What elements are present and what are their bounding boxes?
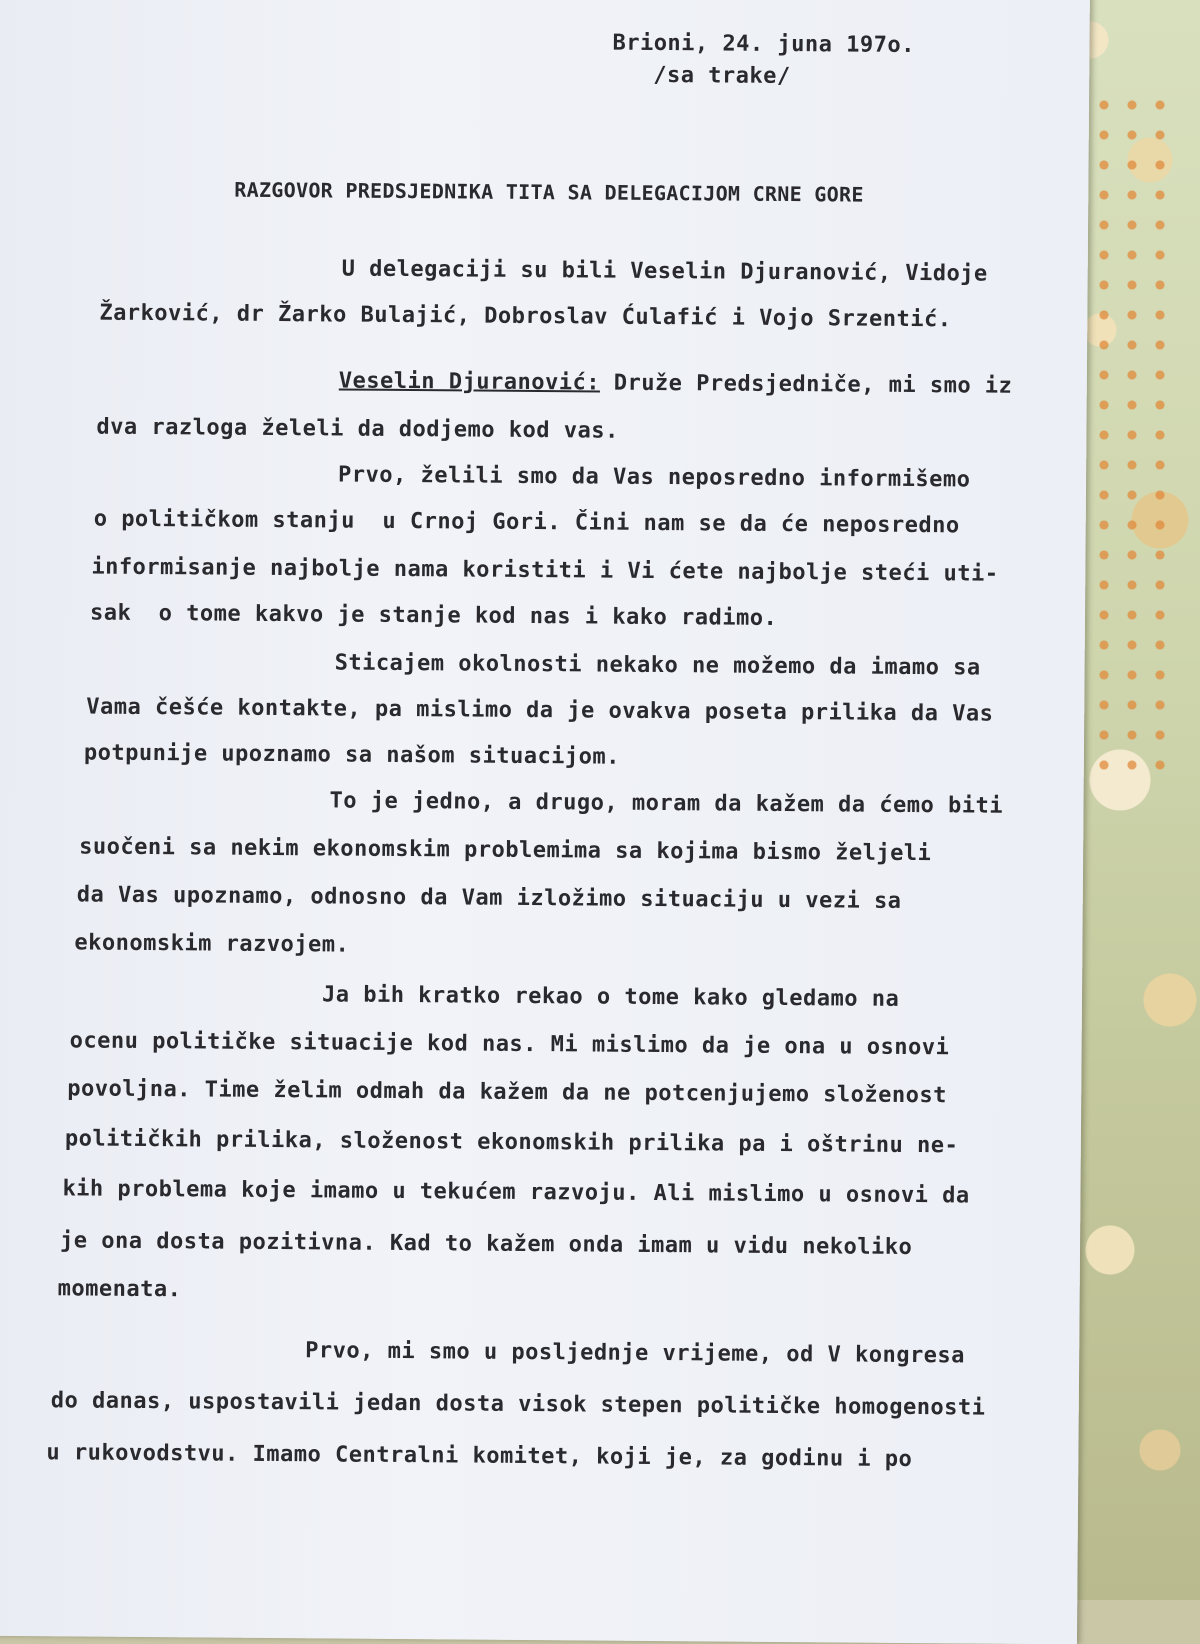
body-line: informisanje najbolje nama koristiti i Vi ćete najbolje steći uti- [91, 554, 999, 587]
body-line: To je jedno, a drugo, moram da kažem da ćemo biti [329, 788, 1004, 819]
body-line: sak o tome kakvo je stanje kod nas i kako radimo. [89, 600, 778, 631]
body-line: da Vas upoznamo, odnosno da Vam izložimo situaciju u vezi sa [76, 882, 902, 914]
delegation-line-2: Žarković, dr Žarko Bulajić, Dobroslav Ćulafić i Vojo Srzentić. [99, 300, 952, 333]
body-line: suočeni sa nekim ekonomskim problemima sa kojima bismo željeli [79, 834, 932, 867]
body-line: Prvo, želili smo da Vas neposredno informišemo [338, 462, 971, 493]
body-line: političkih prilika, složenost ekonomskih prilika pa i oštrinu ne- [64, 1126, 959, 1159]
body-line: ocenu političke situacije kod nas. Mi mislimo da je ona u osnovi [69, 1028, 950, 1061]
document-title: RAZGOVOR PREDSJEDNIKA TITA SA DELEGACIJOM CRNE GORE [234, 177, 864, 207]
speaker-name: Veselin Djuranović: [338, 368, 601, 396]
body-line: o političkom stanju u Crnoj Gori. Čini nam se da će neposredno [93, 506, 960, 539]
body-line: dva razloga želeli da dodjemo kod vas. [96, 414, 619, 444]
tablecloth-pattern [1090, 90, 1180, 790]
body-line: kih problema koje imamo u tekućem razvoju. Ali mislimo u osnovi da [62, 1176, 970, 1209]
delegation-line-1: U delegaciji su bili Veselin Djuranović, Vidoje [341, 256, 988, 287]
body-line: povoljna. Time želim odmah da kažem da ne potcenjujemo složenost [67, 1076, 948, 1109]
body-line: u rukovodstvu. Imamo Centralni komitet, koji je, za godinu i po [46, 1440, 913, 1473]
body-line: potpunije upoznamo sa našom situacijom. [83, 740, 621, 770]
body-line: Ja bih kratko rekao o tome kako gledamo na [321, 982, 900, 1012]
speaker-line-rest: Druže Predsjedniče, mi smo iz [599, 370, 1013, 399]
source-note: /sa trake/ [653, 62, 791, 90]
body-line: Sticajem okolnosti nekako ne možemo da imamo sa [334, 650, 981, 681]
body-line: je ona dosta pozitivna. Kad to kažem onda imam u vidu nekoliko [59, 1228, 913, 1261]
place-date: Brioni, 24. juna 197o. [612, 30, 916, 58]
body-line: Prvo, mi smo u posljednje vrijeme, od V kongresa [305, 1338, 966, 1369]
body-line: Vama češće kontakte, pa mislimo da je ovakva poseta prilika da Vas [86, 694, 994, 727]
body-line: do danas, uspostavili jedan dosta visok stepen političke homogenosti [50, 1388, 986, 1421]
body-line: momenata. [57, 1276, 182, 1303]
body-line: ekonomskim razvojem. [74, 930, 350, 958]
speaker-line [339, 368, 1013, 398]
